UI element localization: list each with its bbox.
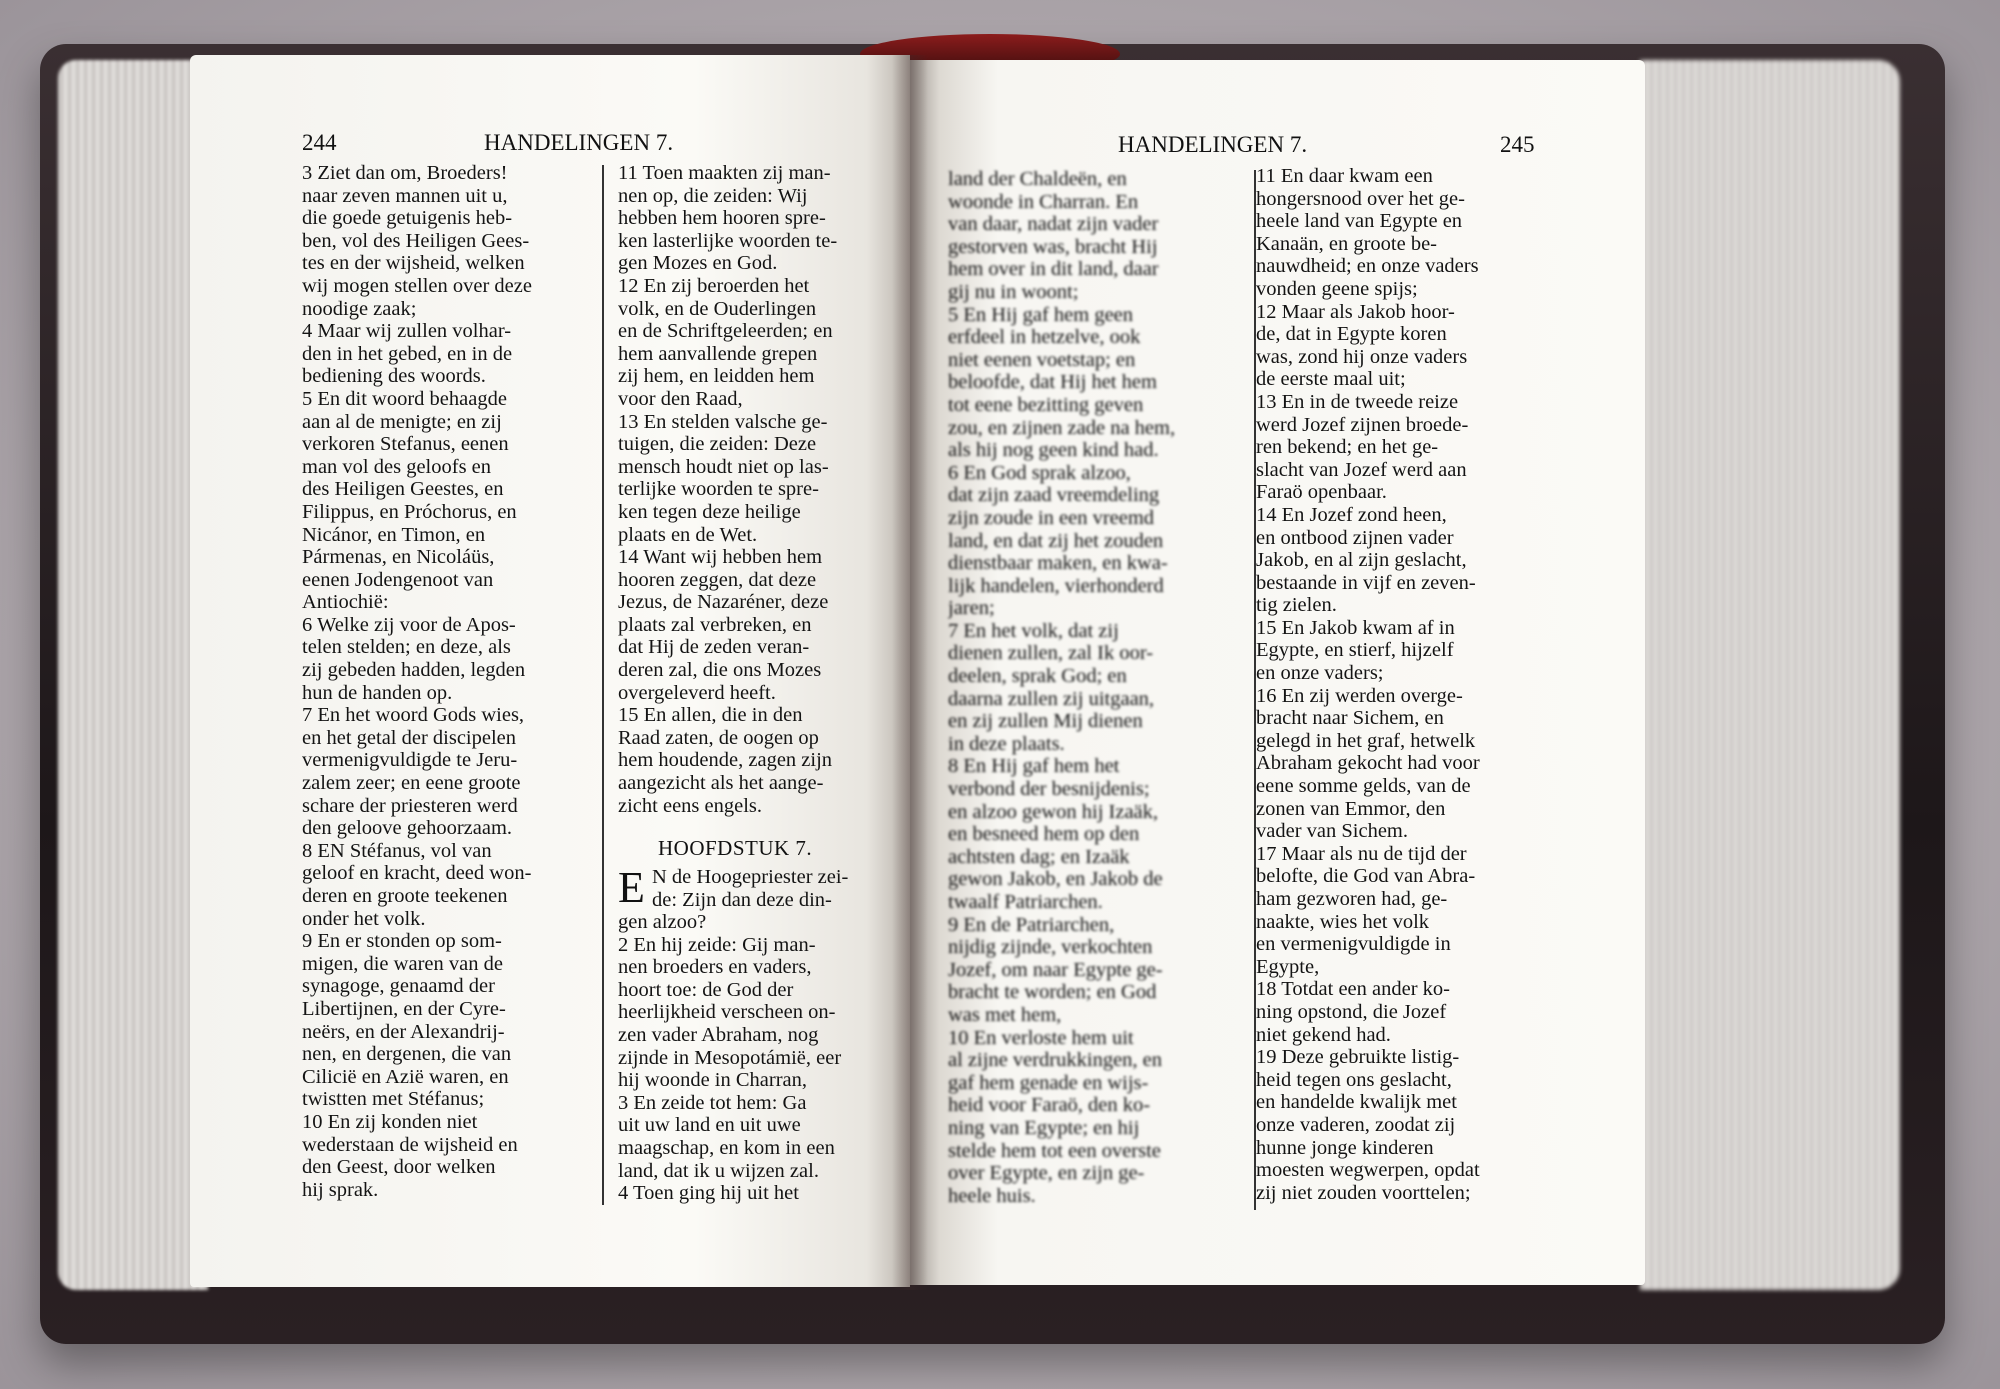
text-line: 5 En Hij gaf hem geen <box>948 303 1134 326</box>
text-line: hebben hem hooren spre- <box>618 207 826 230</box>
right-page-number: 245 <box>1500 132 1535 157</box>
text-line: niet gekend had. <box>1256 1023 1391 1046</box>
text-line: werd Jozef zijnen broede- <box>1256 413 1469 436</box>
text-line: 15 En allen, die in den <box>618 704 803 727</box>
text-line: ken tegen deze heilige <box>618 500 801 523</box>
text-line: des Heiligen Geestes, en <box>302 478 504 501</box>
left-running-head: HANDELINGEN 7. <box>484 130 674 155</box>
drop-cap: E <box>618 863 645 912</box>
text-line: al zijne verdrukkingen, en <box>948 1049 1163 1072</box>
text-line: gij nu in woont; <box>948 280 1079 303</box>
text-line: 15 En Jakob kwam af in <box>1256 616 1455 639</box>
text-line: nijdig zijnde, verkochten <box>948 936 1153 959</box>
text-line: heid tegen ons geslacht, <box>1256 1068 1452 1091</box>
text-line: Egypte, en stierf, hijzelf <box>1256 639 1454 662</box>
text-line: jaren; <box>948 597 995 620</box>
text-line: 8 EN Stéfanus, vol van <box>302 839 492 862</box>
text-line: plaats en de Wet. <box>618 523 758 546</box>
text-line: vermenigvuldigde te Jeru- <box>302 749 518 772</box>
text-line: Jezus, de Nazaréner, deze <box>618 591 829 614</box>
text-line: zij hem, en leidden hem <box>618 365 815 388</box>
text-line: dat zijn zaad vreemdeling <box>948 484 1160 507</box>
page-edges-left <box>58 60 208 1290</box>
text-line: 5 En dit woord behaagde <box>302 387 507 410</box>
text-line: als hij nog geen kind had. <box>948 439 1159 462</box>
text-line: geloof en kracht, deed won- <box>302 862 532 885</box>
text-line: heerlijkheid verscheen on- <box>618 1001 836 1024</box>
text-line: vonden geene spijs; <box>1256 277 1418 300</box>
text-line: zou, en zijnen zade na hem, <box>948 416 1176 439</box>
text-line: land, dat ik u wijzen zal. <box>618 1159 819 1182</box>
text-line: die goede getuigenis heb- <box>302 207 513 230</box>
text-line: de: Zijn dan deze din- <box>652 888 832 911</box>
text-line: bediening des woords. <box>302 365 486 388</box>
text-line: Antiochië: <box>302 591 389 614</box>
text-line: voor den Raad, <box>618 387 743 410</box>
right-running-head: HANDELINGEN 7. <box>1118 132 1308 157</box>
text-line: aangezicht als het aange- <box>618 772 824 795</box>
text-line: Libertijnen, en der Cyre- <box>302 997 506 1020</box>
text-line: nen broeders en vaders, <box>618 956 812 979</box>
text-line: 7 En het woord Gods wies, <box>302 704 525 727</box>
text-line: deren en groote teekenen <box>302 885 508 907</box>
text-line: 18 Totdat een ander ko- <box>1256 978 1451 1001</box>
text-line: 12 En zij beroerden het <box>618 274 810 297</box>
text-line: de eerste maal uit; <box>1256 368 1406 391</box>
text-line: van daar, nadat zijn vader <box>948 213 1159 236</box>
text-line: stelde hem tot een overste <box>948 1139 1161 1162</box>
text-line: bracht te worden; en God <box>948 981 1157 1004</box>
text-line: Filippus, en Próchorus, en <box>302 500 517 523</box>
text-line: maagschap, en kom in een <box>618 1136 835 1159</box>
text-line: verbond der besnijdenis; <box>948 778 1150 801</box>
text-line: naar zeven mannen uit u, <box>302 184 508 207</box>
text-line: 11 Toen maakten zij man- <box>618 162 831 184</box>
text-line: en zij zullen Mij dienen <box>948 710 1143 733</box>
text-line: gewon Jakob, en Jakob de <box>948 868 1163 891</box>
text-line: niet eenen voetstap; en <box>948 348 1136 371</box>
text-line: Abraham gekocht had voor <box>1256 752 1480 775</box>
text-line: onder het volk. <box>302 907 426 930</box>
text-line: man vol des geloofs en <box>302 455 492 478</box>
text-line: schare der priesteren werd <box>302 794 518 817</box>
text-line: Raad zaten, de oogen op <box>618 726 819 749</box>
text-line: gestorven was, bracht Hij <box>948 235 1158 258</box>
text-line: moesten wegwerpen, opdat <box>1256 1159 1480 1182</box>
text-line: heele land van Egypte en <box>1256 210 1463 233</box>
text-line: wederstaan de wijsheid en <box>302 1133 518 1156</box>
text-line: 4 Toen ging hij uit het <box>618 1182 799 1205</box>
text-line: zij gebeden hadden, legden <box>302 659 526 682</box>
text-line: dat Hij de zeden veran- <box>618 636 810 659</box>
text-line: den in het gebed, en in de <box>302 342 513 365</box>
text-line: beloofde, dat Hij het hem <box>948 371 1157 394</box>
text-line: slacht van Jozef werd aan <box>1256 458 1467 481</box>
text-line: neërs, en der Alexandrij- <box>302 1020 505 1043</box>
text-line: 14 Want wij hebben hem <box>618 546 823 569</box>
text-line: en onze vaders; <box>1256 662 1384 685</box>
text-line: 3 Ziet dan om, Broeders! <box>302 162 508 184</box>
text-line: onze vaderen, zoodat zij <box>1256 1113 1456 1136</box>
text-line: Jozef, om naar Egypte ge- <box>948 958 1163 981</box>
text-line: hem aanvallende grepen <box>618 342 818 365</box>
text-line: in deze plaats. <box>948 732 1065 755</box>
text-line: tuigen, die zeiden: Deze <box>618 433 817 456</box>
text-line: hunne jonge kinderen <box>1256 1136 1434 1159</box>
left-page-column-1 <box>302 162 602 1201</box>
text-line: ken lasterlijke woorden te- <box>618 229 838 252</box>
text-line: noodige zaak; <box>302 297 417 320</box>
text-line: plaats zal verbreken, en <box>618 613 812 636</box>
text-line: zicht eens engels. <box>618 794 763 817</box>
text-line: 6 En God sprak alzoo, <box>948 461 1131 484</box>
text-line: daarna zullen zij uitgaan, <box>948 687 1155 710</box>
text-line: de, dat in Egypte koren <box>1256 323 1447 346</box>
text-line: hoort toe: de God der <box>618 978 794 1001</box>
text-line: en handelde kwalijk met <box>1256 1091 1457 1114</box>
text-line: heele huis. <box>948 1184 1036 1207</box>
text-line: 13 En in de tweede reize <box>1256 390 1459 413</box>
text-line: hij sprak. <box>302 1178 379 1201</box>
text-line: eenen Jodengenoot van <box>302 568 494 591</box>
text-line: zij niet zouden voorttelen; <box>1256 1181 1471 1204</box>
text-line: en alzoo gewon hij Izaäk, <box>948 800 1159 823</box>
text-line: verkoren Stefanus, eenen <box>302 433 509 456</box>
text-line: bestaande in vijf en zeven- <box>1256 571 1476 594</box>
text-line: 13 En stelden valsche ge- <box>618 410 828 433</box>
text-line: zen vader Abraham, nog <box>618 1023 819 1046</box>
text-line: twistten met Stéfanus; <box>302 1088 485 1111</box>
text-line: Nicánor, en Timon, en <box>302 523 486 546</box>
text-line: overgeleverd heeft. <box>618 681 776 704</box>
text-line: 8 En Hij gaf hem het <box>948 755 1120 778</box>
text-line: hem houdende, zagen zijn <box>618 749 833 772</box>
text-line: achtsten dag; en Izaäk <box>948 845 1130 868</box>
text-line: bracht naar Sichem, en <box>1256 707 1444 730</box>
text-line: hongersnood over het ge- <box>1256 187 1465 210</box>
text-line: naakte, wies het volk <box>1256 910 1430 933</box>
text-line: aan al de menigte; en zij <box>302 410 502 433</box>
text-line: ham gezworen had, ge- <box>1256 888 1448 910</box>
text-line: land der Chaldeën, en <box>948 168 1127 190</box>
text-line: en de Schriftgeleerden; en <box>618 320 833 343</box>
text-line: woonde in Charran. En <box>948 190 1139 213</box>
text-line: 10 En verloste hem uit <box>948 1026 1134 1049</box>
text-line: 2 En hij zeide: Gij man- <box>618 933 816 956</box>
text-line: deren zal, die ons Mozes <box>618 659 822 682</box>
right-page-column-1 <box>948 168 1238 1207</box>
text-line: ben, vol des Heiligen Gees- <box>302 229 530 252</box>
text-line: hem over in dit land, daar <box>948 258 1159 281</box>
text-line: wij mogen stellen over deze <box>302 274 532 297</box>
text-line: hun de handen op. <box>302 681 453 704</box>
text-line: volk, en de Ouderlingen <box>618 297 817 320</box>
text-line: terlijke woorden te spre- <box>618 478 819 501</box>
text-line: 14 En Jozef zond heen, <box>1256 503 1447 526</box>
text-line: hij woonde in Charran, <box>618 1069 808 1092</box>
text-line: hooren zeggen, dat deze <box>618 568 817 591</box>
right-page-column-2 <box>1256 165 1561 1204</box>
text-line: heid voor Faraö, den ko- <box>948 1094 1151 1117</box>
text-line: 16 En zij werden overge- <box>1256 684 1463 707</box>
text-line: zijn zoude in een vreemd <box>948 506 1155 529</box>
text-line: 7 En het volk, dat zij <box>948 619 1119 642</box>
text-line: N de Hoogepriester zei- <box>652 866 849 888</box>
text-line: migen, die waren van de <box>302 952 503 975</box>
text-line: en ontbood zijnen vader <box>1256 526 1454 549</box>
page-edges-right <box>1640 60 1900 1290</box>
text-line: twaalf Patriarchen. <box>948 891 1103 913</box>
left-column-rule <box>602 165 604 1205</box>
left-page-number: 244 <box>302 130 337 155</box>
text-line: 11 En daar kwam een <box>1256 165 1433 187</box>
text-line: telen stelden; en deze, als <box>302 636 511 659</box>
text-line: was, zond hij onze vaders <box>1256 345 1468 368</box>
text-line: deelen, sprak God; en <box>948 665 1127 688</box>
text-line: nen op, die zeiden: Wij <box>618 184 808 207</box>
text-line: 3 En zeide tot hem: Ga <box>618 1091 807 1114</box>
text-line: tig zielen. <box>1256 594 1337 617</box>
text-line: 4 Maar wij zullen volhar- <box>302 320 512 343</box>
text-line: tes en der wijsheid, welken <box>302 252 525 275</box>
text-line: Kanaän, en groote be- <box>1256 232 1437 255</box>
text-line: 10 En zij konden niet <box>302 1110 478 1133</box>
text-line: lijk handelen, vierhonderd <box>948 574 1164 597</box>
text-line: Egypte, <box>1256 955 1320 978</box>
text-line: vader van Sichem. <box>1256 820 1408 843</box>
text-line: synagoge, genaamd der <box>302 975 495 998</box>
text-line: 6 Welke zij voor de Apos- <box>302 613 516 636</box>
text-line: ning opstond, die Jozef <box>1256 1000 1447 1023</box>
text-line: nen, en dergenen, die van <box>302 1043 512 1066</box>
text-line: den Geest, door welken <box>302 1156 496 1179</box>
text-line: en vermenigvuldigde in <box>1256 933 1451 956</box>
text-line: Faraö openbaar. <box>1256 481 1387 504</box>
text-line: Pármenas, en Nicoláüs, <box>302 546 495 569</box>
text-line: mensch houdt niet op las- <box>618 455 829 478</box>
text-line: 19 Deze gebruikte listig- <box>1256 1046 1460 1069</box>
text-line: ning van Egypte; en hij <box>948 1116 1140 1139</box>
text-line: gaf hem genade en wijs- <box>948 1071 1149 1094</box>
text-line: eene somme gelds, van de <box>1256 775 1471 798</box>
text-line: nauwdheid; en onze vaders <box>1256 255 1479 278</box>
text-line: land, en dat zij het zouden <box>948 529 1164 552</box>
left-page-column-2-bottom <box>618 911 903 1205</box>
left-page-column-2-top <box>618 162 903 817</box>
text-line: over Egypte, en zijn ge- <box>948 1162 1145 1185</box>
text-line: erfdeel in hetzelve, ook <box>948 326 1141 349</box>
text-line: belofte, die God van Abra- <box>1256 865 1476 888</box>
text-line: ren bekend; en het ge- <box>1256 436 1439 459</box>
text-line: gelegd in het graf, hetwelk <box>1256 729 1476 752</box>
text-line: 9 En er stonden op som- <box>302 930 502 953</box>
text-line: Jakob, en al zijn geslacht, <box>1256 549 1467 572</box>
text-line: 12 Maar als Jakob hoor- <box>1256 300 1455 323</box>
text-line: dienen zullen, zal Ik oor- <box>948 642 1154 665</box>
text-line: dienstbaar maken, en kwa- <box>948 552 1168 575</box>
text-line: zalem zeer; en eene groote <box>302 772 521 795</box>
left-page-column-2-cap-lines <box>652 866 902 911</box>
text-line: zijnde in Mesopotámië, eer <box>618 1046 842 1069</box>
text-line: den geloove gehoorzaam. <box>302 817 513 840</box>
text-line: en besneed hem op den <box>948 823 1140 846</box>
text-line: 17 Maar als nu de tijd der <box>1256 842 1467 865</box>
text-line: tot eene bezitting geven <box>948 393 1144 416</box>
text-line: gen alzoo? <box>618 911 707 933</box>
text-line: zonen van Emmor, den <box>1256 797 1446 820</box>
text-line: uit uw land en uit uwe <box>618 1114 801 1137</box>
text-line: 9 En de Patriarchen, <box>948 913 1115 936</box>
text-line: en het getal der discipelen <box>302 726 517 749</box>
chapter-heading: HOOFDSTUK 7. <box>658 836 813 860</box>
text-line: gen Mozes en God. <box>618 252 778 275</box>
text-line: Cilicië en Azië waren, en <box>302 1065 509 1088</box>
text-line: was met hem, <box>948 1003 1062 1026</box>
